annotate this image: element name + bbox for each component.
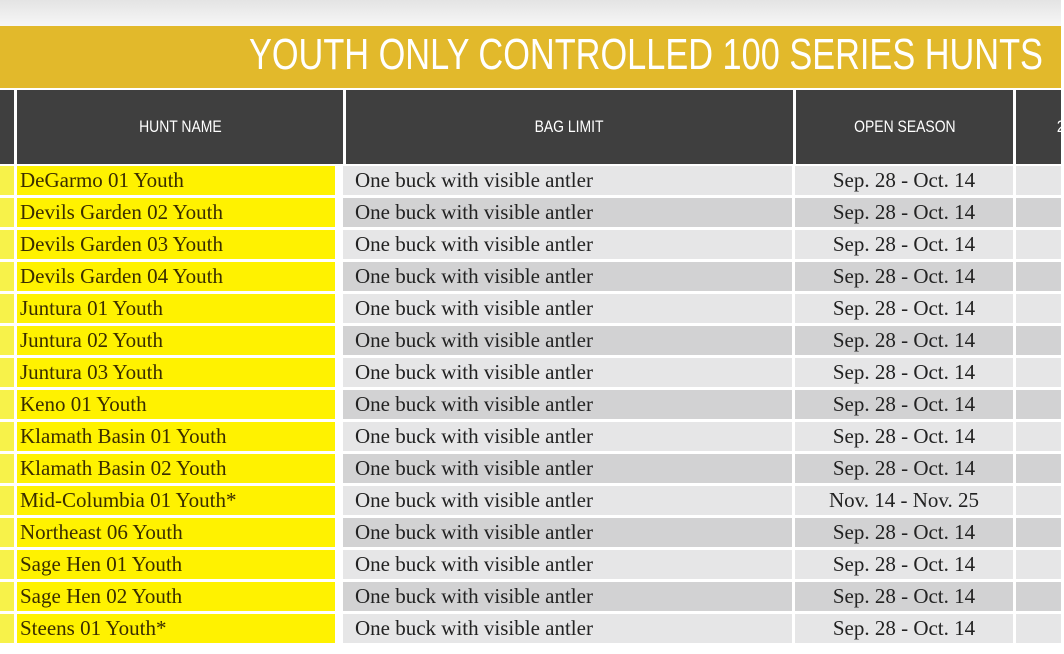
header-open-season-label: OPEN SEASON [853, 117, 956, 136]
bag-limit-cell: One buck with visible antler [343, 550, 792, 579]
row-left-partial-cell [0, 198, 14, 227]
row-right-partial-cell [1016, 230, 1061, 259]
row-left-partial-cell [0, 166, 14, 195]
header-next-column-label: 2 [1056, 117, 1064, 136]
table-row [0, 582, 1061, 611]
hunt-name-cell: Klamath Basin 01 Youth [17, 422, 335, 451]
open-season-cell: Nov. 14 - Nov. 25 [795, 486, 1013, 515]
row-left-partial-cell [0, 358, 14, 387]
row-right-partial-cell [1016, 486, 1061, 515]
table-row [0, 358, 1061, 387]
row-left-partial-cell [0, 390, 14, 419]
bag-limit-cell: One buck with visible antler [343, 358, 792, 387]
hunt-name-cell: Juntura 01 Youth [17, 294, 335, 323]
row-right-partial-cell [1016, 294, 1061, 323]
hunt-name-cell: Northeast 06 Youth [17, 518, 335, 547]
row-right-partial-cell [1016, 390, 1061, 419]
table-row [0, 614, 1061, 643]
bag-limit-cell: One buck with visible antler [343, 582, 792, 611]
table-row [0, 198, 1061, 227]
open-season-cell: Sep. 28 - Oct. 14 [795, 390, 1013, 419]
bag-limit-cell: One buck with visible antler [343, 326, 792, 355]
row-right-partial-cell [1016, 358, 1061, 387]
open-season-cell: Sep. 28 - Oct. 14 [795, 230, 1013, 259]
header-open-season [796, 90, 1013, 164]
hunt-name-cell: Steens 01 Youth* [17, 614, 335, 643]
row-left-partial-cell [0, 550, 14, 579]
bag-limit-cell: One buck with visible antler [343, 422, 792, 451]
section-title: YOUTH ONLY CONTROLLED 100 SERIES HUNTS [248, 30, 1043, 79]
hunt-name-cell: Sage Hen 01 Youth [17, 550, 335, 579]
hunt-name-cell: Klamath Basin 02 Youth [17, 454, 335, 483]
section-banner [0, 26, 1061, 88]
open-season-cell: Sep. 28 - Oct. 14 [795, 614, 1013, 643]
bag-limit-cell: One buck with visible antler [343, 262, 792, 291]
open-season-cell: Sep. 28 - Oct. 14 [795, 518, 1013, 547]
row-left-partial-cell [0, 294, 14, 323]
bag-limit-cell: One buck with visible antler [343, 198, 792, 227]
row-right-partial-cell [1016, 326, 1061, 355]
row-right-partial-cell [1016, 262, 1061, 291]
hunt-name-cell: Mid-Columbia 01 Youth* [17, 486, 335, 515]
row-right-partial-cell [1016, 422, 1061, 451]
bag-limit-cell: One buck with visible antler [343, 486, 792, 515]
row-left-partial-cell [0, 454, 14, 483]
table-row [0, 326, 1061, 355]
header-hunt-name [17, 90, 343, 164]
hunt-name-cell: Devils Garden 04 Youth [17, 262, 335, 291]
header-next-column-partial [1016, 90, 1064, 164]
row-left-partial-cell [0, 326, 14, 355]
table-row [0, 230, 1061, 259]
open-season-cell: Sep. 28 - Oct. 14 [795, 198, 1013, 227]
row-left-partial-cell [0, 486, 14, 515]
open-season-cell: Sep. 28 - Oct. 14 [795, 422, 1013, 451]
row-right-partial-cell [1016, 614, 1061, 643]
table-row [0, 454, 1061, 483]
table-header [0, 90, 1064, 164]
table-row [0, 262, 1061, 291]
open-season-cell: Sep. 28 - Oct. 14 [795, 358, 1013, 387]
row-right-partial-cell [1016, 550, 1061, 579]
header-bag-limit [346, 90, 793, 164]
bag-limit-cell: One buck with visible antler [343, 454, 792, 483]
hunt-name-cell: Devils Garden 03 Youth [17, 230, 335, 259]
open-season-cell: Sep. 28 - Oct. 14 [795, 166, 1013, 195]
open-season-cell: Sep. 28 - Oct. 14 [795, 262, 1013, 291]
row-right-partial-cell [1016, 582, 1061, 611]
open-season-cell: Sep. 28 - Oct. 14 [795, 582, 1013, 611]
open-season-cell: Sep. 28 - Oct. 14 [795, 454, 1013, 483]
bag-limit-cell: One buck with visible antler [343, 390, 792, 419]
header-cell-left-partial [0, 90, 14, 164]
bag-limit-cell: One buck with visible antler [343, 614, 792, 643]
table-row [0, 486, 1061, 515]
table-row [0, 294, 1061, 323]
top-strip [0, 0, 1061, 26]
bag-limit-cell: One buck with visible antler [343, 166, 792, 195]
hunt-name-cell: Juntura 02 Youth [17, 326, 335, 355]
hunt-name-cell: DeGarmo 01 Youth [17, 166, 335, 195]
row-right-partial-cell [1016, 166, 1061, 195]
open-season-cell: Sep. 28 - Oct. 14 [795, 294, 1013, 323]
bag-limit-cell: One buck with visible antler [343, 230, 792, 259]
bag-limit-cell: One buck with visible antler [343, 518, 792, 547]
table-row [0, 422, 1061, 451]
row-left-partial-cell [0, 422, 14, 451]
hunt-name-cell: Keno 01 Youth [17, 390, 335, 419]
open-season-cell: Sep. 28 - Oct. 14 [795, 326, 1013, 355]
row-left-partial-cell [0, 518, 14, 547]
hunt-name-cell: Juntura 03 Youth [17, 358, 335, 387]
table-row [0, 550, 1061, 579]
hunt-name-cell: Sage Hen 02 Youth [17, 582, 335, 611]
table-row [0, 166, 1061, 195]
row-right-partial-cell [1016, 454, 1061, 483]
row-right-partial-cell [1016, 518, 1061, 547]
row-left-partial-cell [0, 582, 14, 611]
open-season-cell: Sep. 28 - Oct. 14 [795, 550, 1013, 579]
table-row [0, 518, 1061, 547]
row-right-partial-cell [1016, 198, 1061, 227]
header-bag-limit-label: BAG LIMIT [535, 117, 604, 136]
table-row [0, 390, 1061, 419]
row-left-partial-cell [0, 230, 14, 259]
row-left-partial-cell [0, 614, 14, 643]
hunt-name-cell: Devils Garden 02 Youth [17, 198, 335, 227]
header-hunt-name-label: HUNT NAME [138, 117, 222, 136]
row-left-partial-cell [0, 262, 14, 291]
bag-limit-cell: One buck with visible antler [343, 294, 792, 323]
